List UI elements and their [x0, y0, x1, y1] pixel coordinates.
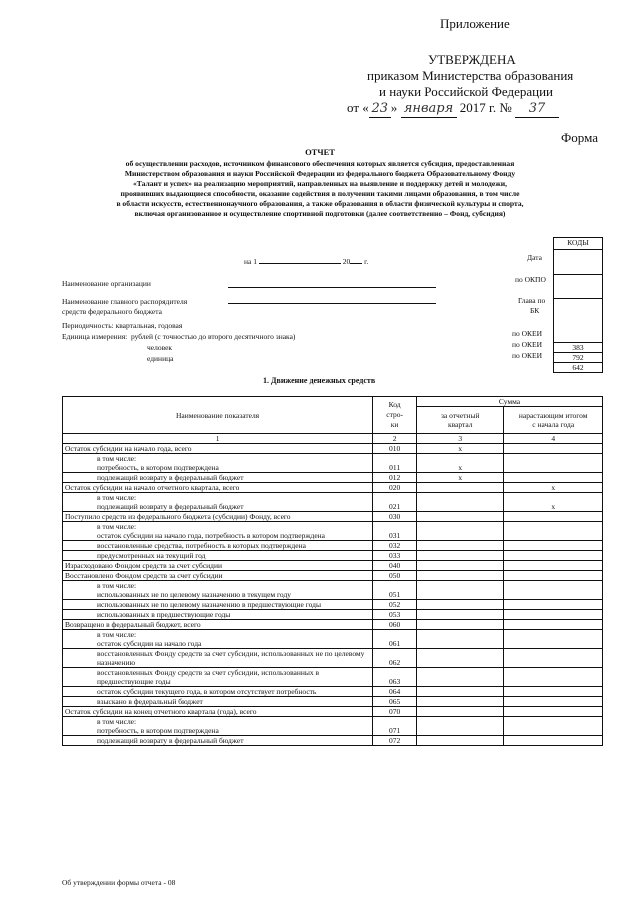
- row-cumulative-value[interactable]: [504, 581, 603, 600]
- col-number: 4: [504, 434, 603, 444]
- table-row: [63, 541, 603, 551]
- row-cumulative-value[interactable]: [504, 649, 603, 668]
- row-label-main: Остаток субсидии на начало года, всего: [65, 444, 192, 453]
- row-label-sub: остаток субсидии текущего года, в котором отсутствует потребность: [97, 687, 317, 696]
- col-header-code-1: Код: [388, 400, 401, 409]
- col-header-code-3: ки: [390, 420, 399, 429]
- row-quarter-value[interactable]: [417, 581, 504, 600]
- row-label-main: в том числе:: [97, 493, 137, 502]
- unit-label: Единица измерения:: [62, 332, 128, 341]
- col-header-quarter-2: квартал: [447, 420, 473, 429]
- row-label: [63, 473, 373, 483]
- code-date-label: Дата: [527, 253, 542, 262]
- row-code: 032: [373, 541, 417, 551]
- row-cumulative-value[interactable]: [504, 551, 603, 561]
- table-row: [63, 736, 603, 746]
- row-cumulative-value[interactable]: [504, 571, 603, 581]
- row-label-sub: использованных не по целевому назначению в текущем году: [97, 590, 292, 599]
- row-code: 020: [373, 483, 417, 493]
- row-label-sub: взыскано в федеральный бюджет: [97, 697, 203, 706]
- row-label-main: в том числе:: [97, 454, 137, 463]
- row-label: [63, 493, 373, 512]
- report-date-line: [244, 257, 368, 266]
- code-okei-label: по ОКЕИ: [512, 351, 543, 360]
- row-code: 063: [373, 668, 417, 687]
- code-okei-label: по ОКЕИ: [512, 340, 543, 349]
- col-number: 1: [63, 434, 373, 444]
- subtitle-line: в области искусств, естественнонаучного образования, а также образования в области физической культуры и спорта,: [116, 199, 524, 208]
- code-okei-label: по ОКЕИ: [512, 329, 543, 338]
- cash-flow-table: [62, 396, 603, 746]
- row-label: [63, 571, 373, 581]
- row-label: [63, 630, 373, 649]
- row-label-sub: потребность, в котором подтверждена: [97, 726, 219, 735]
- unit-rub: рублей (с точностью до второго десятичного знака): [131, 332, 296, 341]
- row-label: [63, 736, 373, 746]
- row-label: [63, 512, 373, 522]
- table-row: [63, 454, 603, 473]
- row-cumulative-value[interactable]: [504, 541, 603, 551]
- col-header-quarter: [417, 407, 504, 434]
- row-code: 050: [373, 571, 417, 581]
- col-header-code: [373, 397, 417, 434]
- row-cumulative-value[interactable]: [504, 620, 603, 630]
- report-year-field[interactable]: [350, 263, 362, 264]
- row-code: 052: [373, 600, 417, 610]
- row-code: 060: [373, 620, 417, 630]
- row-quarter-value[interactable]: [417, 493, 504, 512]
- row-quarter-value[interactable]: [417, 522, 504, 541]
- col-header-sum: Сумма: [417, 397, 603, 407]
- gr-label-2: средств федерального бюджета: [62, 307, 162, 316]
- col-header-cumulative-2: с начала года: [532, 420, 575, 429]
- row-quarter-value[interactable]: [417, 668, 504, 687]
- row-quarter-value[interactable]: [417, 610, 504, 620]
- table-row: [63, 668, 603, 687]
- subtitle-line: включая организованное и осуществление спортивной подготовки (далее соответственно – Фонд, субсидия): [134, 209, 506, 218]
- row-quarter-value[interactable]: [417, 649, 504, 668]
- date-month: января: [401, 101, 457, 118]
- code-bk-cell[interactable]: [554, 298, 602, 342]
- periodicity-label: Периодичность: квартальная, годовая: [62, 321, 183, 330]
- row-quarter-value[interactable]: [417, 483, 504, 493]
- row-quarter-value[interactable]: [417, 697, 504, 707]
- row-quarter-value[interactable]: x: [417, 454, 504, 473]
- on-date-suffix: г.: [364, 257, 369, 266]
- row-label-main: в том числе:: [97, 581, 137, 590]
- row-quarter-value[interactable]: [417, 551, 504, 561]
- gr-field[interactable]: [228, 303, 436, 304]
- row-cumulative-value[interactable]: [504, 454, 603, 473]
- row-label: [63, 668, 373, 687]
- footer-note: Об утверждении формы отчета - 08: [62, 878, 176, 887]
- section-title: 1. Движение денежных средств: [263, 376, 376, 385]
- unit-people: человек: [147, 343, 173, 352]
- code-okpo-label: по ОКПО: [515, 275, 546, 284]
- table-row: [63, 620, 603, 630]
- number-value: 37: [515, 101, 559, 118]
- unit-items: единица: [147, 354, 174, 363]
- row-label-sub: подлежащий возврату в федеральный бюджет: [97, 736, 244, 745]
- date-prefix: от «: [347, 100, 369, 115]
- row-quarter-value[interactable]: x: [417, 473, 504, 483]
- code-bk-label-1: Глава по: [518, 296, 546, 305]
- org-label: Наименование организации: [62, 279, 151, 288]
- codes-box: [553, 237, 603, 373]
- row-label: [63, 649, 373, 668]
- row-label-sub: подлежащий возврату в федеральный бюджет: [97, 473, 244, 482]
- on-date-year: 20: [342, 257, 351, 266]
- form-label: Форма: [561, 130, 598, 145]
- row-code: 065: [373, 697, 417, 707]
- row-cumulative-value[interactable]: [504, 687, 603, 697]
- table-row: [63, 687, 603, 697]
- row-quarter-value[interactable]: [417, 512, 504, 522]
- row-cumulative-value[interactable]: [504, 610, 603, 620]
- codes-header: КОДЫ: [567, 238, 589, 247]
- row-cumulative-value[interactable]: x: [504, 493, 603, 512]
- row-label: [63, 610, 373, 620]
- table-row: [63, 522, 603, 541]
- row-code: 061: [373, 630, 417, 649]
- row-label: [63, 717, 373, 736]
- appendix-label: Приложение: [440, 16, 510, 31]
- table-row: [63, 707, 603, 717]
- table-row: [63, 600, 603, 610]
- subtitle-line: об осуществлении расходов, источником финансового обеспечения которых является субсидия, предоставленная: [125, 159, 515, 168]
- row-label: [63, 454, 373, 473]
- code-date-cell[interactable]: [554, 249, 602, 274]
- row-label-sub: подлежащий возврату в федеральный бюджет: [97, 502, 244, 511]
- table-row: [63, 493, 603, 512]
- table-row: [63, 444, 603, 454]
- row-quarter-value[interactable]: [417, 630, 504, 649]
- row-label-sub: потребность, в котором подтверждена: [97, 463, 219, 472]
- row-quarter-value[interactable]: [417, 707, 504, 717]
- row-label: [63, 444, 373, 454]
- code-bk-label-2: БК: [530, 306, 540, 315]
- row-code: 021: [373, 493, 417, 512]
- row-code: 012: [373, 473, 417, 483]
- row-cumulative-value[interactable]: [504, 630, 603, 649]
- table-row: [63, 483, 603, 493]
- row-code: 031: [373, 522, 417, 541]
- gr-label-1: Наименование главного распорядителя: [62, 297, 188, 306]
- row-cumulative-value[interactable]: [504, 697, 603, 707]
- row-label-sub: восстановленных Фонду средств за счет субсидии, использованных не по целевому назначению: [97, 649, 365, 667]
- row-cumulative-value[interactable]: [504, 600, 603, 610]
- col-number: 2: [373, 434, 417, 444]
- code-okpo-cell[interactable]: [554, 274, 602, 298]
- row-cumulative-value[interactable]: [504, 717, 603, 736]
- table-row: [63, 717, 603, 736]
- row-label: [63, 707, 373, 717]
- table-row: [63, 512, 603, 522]
- table-row: [63, 630, 603, 649]
- row-quarter-value[interactable]: [417, 600, 504, 610]
- code-okei-383: 383: [554, 342, 602, 352]
- col-header-quarter-1: за отчетный: [440, 411, 480, 420]
- col-header-cumulative: [504, 407, 603, 434]
- row-label: [63, 541, 373, 551]
- row-label-main: Израсходовано Фондом средств за счет субсидии: [65, 561, 223, 570]
- row-code: 062: [373, 649, 417, 668]
- row-label-sub: восстановленных Фонду средств за счет субсидии, использованных в предшествующие годы: [97, 668, 320, 686]
- row-quarter-value[interactable]: [417, 687, 504, 697]
- date-year: 2017 г.: [459, 100, 497, 115]
- col-header-name: Наименование показателя: [63, 397, 373, 434]
- col-header-cumulative-1: нарастающим итогом: [518, 411, 588, 420]
- date-mid: »: [390, 100, 398, 115]
- row-quarter-value[interactable]: [417, 561, 504, 571]
- row-label: [63, 561, 373, 571]
- row-label-main: Остаток субсидии на конец отчетного квартала (года), всего: [65, 707, 257, 716]
- row-label: [63, 697, 373, 707]
- table-row: [63, 610, 603, 620]
- row-cumulative-value[interactable]: [504, 473, 603, 483]
- row-label-main: в том числе:: [97, 630, 137, 639]
- order-date-line: [347, 100, 559, 118]
- row-label-sub: остаток субсидии на начало года: [97, 639, 202, 648]
- number-label: №: [499, 100, 512, 115]
- order-line-2: и науки Российской Федерации: [379, 84, 554, 99]
- row-label: [63, 581, 373, 600]
- row-quarter-value[interactable]: [417, 717, 504, 736]
- row-label: [63, 620, 373, 630]
- row-label-sub: использованных в предшествующие годы: [97, 610, 231, 619]
- row-label-main: в том числе:: [97, 522, 137, 531]
- row-label-sub: остаток субсидии на начало года, потребность в котором подтверждена: [97, 531, 325, 540]
- row-quarter-value[interactable]: x: [417, 444, 504, 454]
- row-code: 072: [373, 736, 417, 746]
- row-label-main: Остаток субсидии на начало отчетного квартала, всего: [65, 483, 240, 492]
- subtitle-line: проявивших выдающиеся способности, оказание содействия в получении такими лицами образования, в том числе: [120, 189, 520, 198]
- row-label-sub: восстановленные средства, потребность в которых подтверждена: [97, 541, 306, 550]
- table-row: [63, 561, 603, 571]
- row-label: [63, 483, 373, 493]
- table-row: [63, 649, 603, 668]
- subtitle-line: Министерством образования и науки Российской Федерации из федерального бюджета Образовательному Фонду: [124, 169, 516, 178]
- table-row: [63, 551, 603, 561]
- row-label-main: в том числе:: [97, 717, 137, 726]
- col-number: 3: [417, 434, 504, 444]
- table-row: [63, 473, 603, 483]
- row-cumulative-value[interactable]: [504, 522, 603, 541]
- row-code: 053: [373, 610, 417, 620]
- row-cumulative-value[interactable]: [504, 736, 603, 746]
- report-subtitle: [0, 159, 640, 219]
- code-okei-642: 642: [554, 362, 602, 372]
- row-code: 030: [373, 512, 417, 522]
- col-header-code-2: стро-: [386, 410, 403, 419]
- report-date-field[interactable]: [259, 263, 341, 264]
- row-cumulative-value[interactable]: x: [504, 483, 603, 493]
- report-title: ОТЧЕТ: [305, 147, 335, 157]
- order-line-1: приказом Министерства образования: [367, 68, 574, 83]
- row-code: 071: [373, 717, 417, 736]
- row-code: 051: [373, 581, 417, 600]
- row-cumulative-value[interactable]: [504, 512, 603, 522]
- table-row: [63, 571, 603, 581]
- row-quarter-value[interactable]: [417, 541, 504, 551]
- on-date-prefix: на 1: [244, 257, 257, 266]
- row-label-main: Поступило средств из федерального бюджета (субсидии) Фонду, всего: [65, 512, 291, 521]
- row-code: 033: [373, 551, 417, 561]
- row-code: 064: [373, 687, 417, 697]
- row-cumulative-value[interactable]: [504, 668, 603, 687]
- row-code: 011: [373, 454, 417, 473]
- code-okei-792: 792: [554, 352, 602, 362]
- row-cumulative-value[interactable]: [504, 707, 603, 717]
- row-quarter-value[interactable]: [417, 571, 504, 581]
- org-field[interactable]: [228, 287, 436, 288]
- row-code: 010: [373, 444, 417, 454]
- row-cumulative-value[interactable]: [504, 561, 603, 571]
- row-cumulative-value[interactable]: [504, 444, 603, 454]
- row-label: [63, 687, 373, 697]
- date-day: 23: [369, 101, 391, 118]
- row-label-main: Восстановлено Фондом средств за счет субсидии: [65, 571, 223, 580]
- row-label-sub: использованных не по целевому назначению в предшествующие годы: [97, 600, 322, 609]
- subtitle-line: «Талант и успех» на реализацию мероприятий, направленных на выявление и поддержку детей и молодежи,: [132, 179, 508, 188]
- row-quarter-value[interactable]: [417, 736, 504, 746]
- approved-label: УТВЕРЖДЕНА: [428, 52, 516, 67]
- row-label: [63, 600, 373, 610]
- table-row: [63, 581, 603, 600]
- row-label: [63, 522, 373, 541]
- row-code: 070: [373, 707, 417, 717]
- row-label: [63, 551, 373, 561]
- row-label-main: Возвращено в федеральный бюджет, всего: [65, 620, 201, 629]
- table-row: [63, 697, 603, 707]
- table-body: [63, 444, 603, 746]
- row-quarter-value[interactable]: [417, 620, 504, 630]
- row-code: 040: [373, 561, 417, 571]
- row-label-sub: предусмотренных на текущий год: [97, 551, 206, 560]
